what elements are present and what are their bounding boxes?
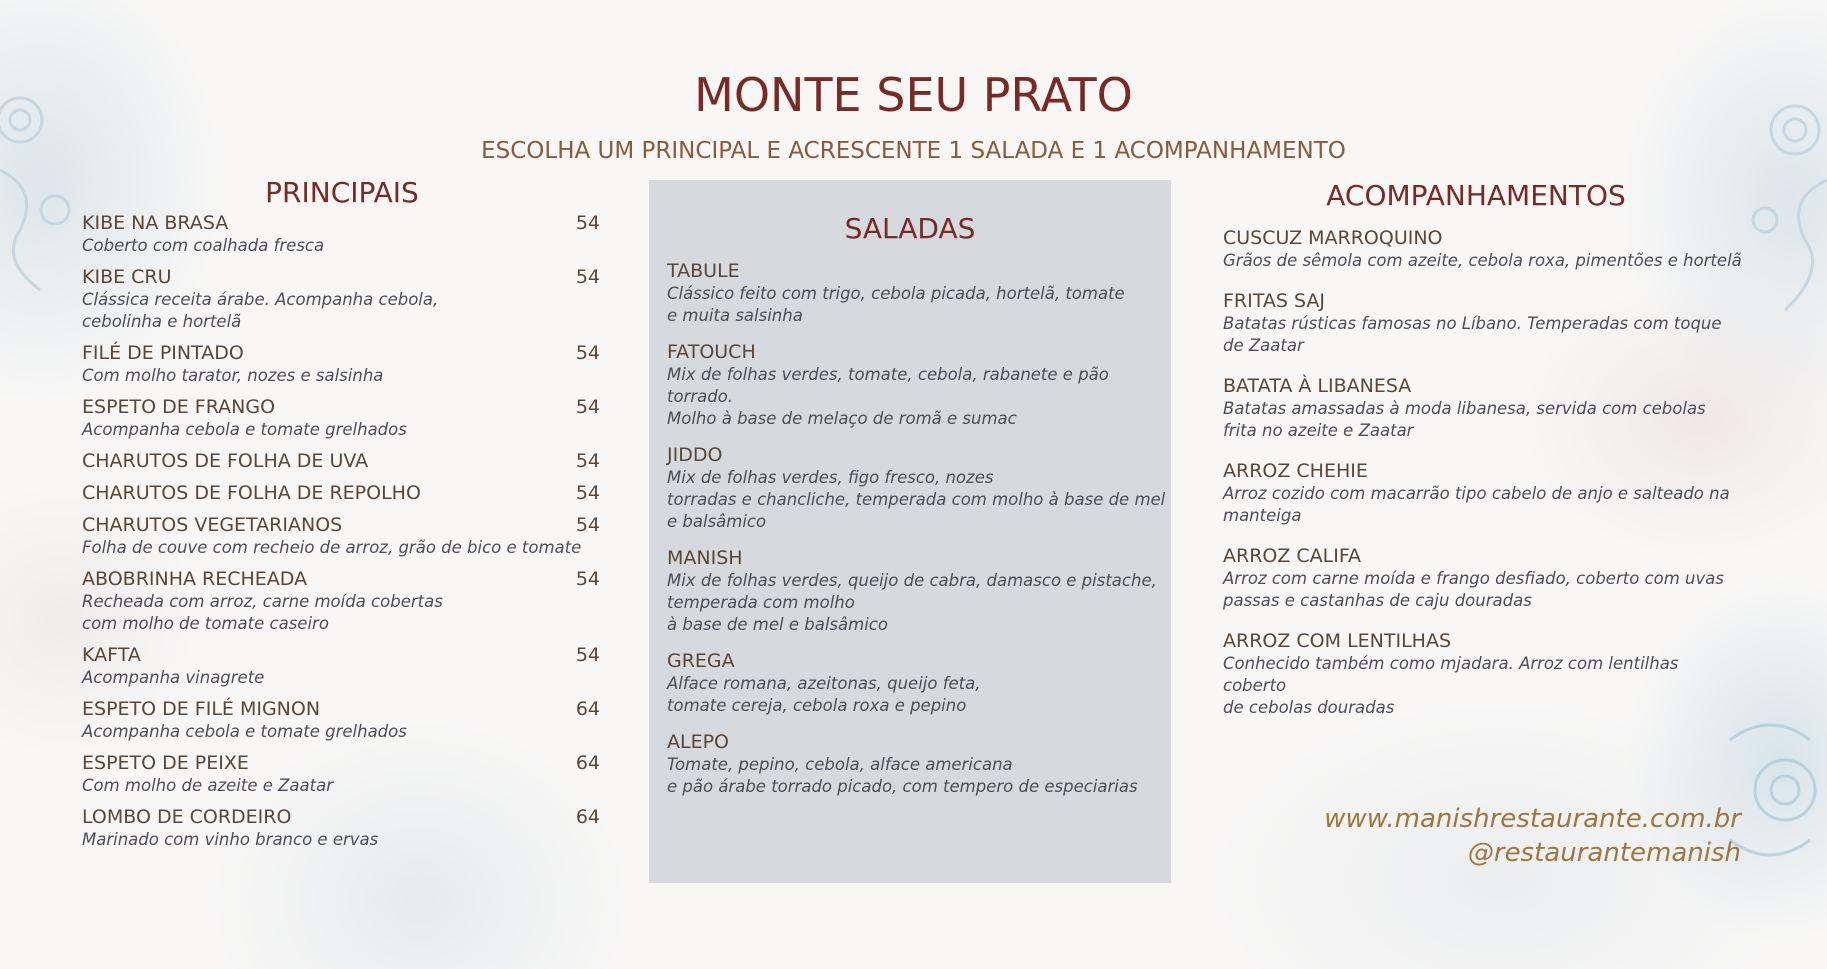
menu-item-description: Folha de couve com recheio de arroz, grão de bico e tomate bbox=[82, 538, 582, 557]
menu-item-description: Tomate, pepino, cebola, alface americana e pão árabe torrado picado, com tempero de especiarias bbox=[667, 755, 1138, 796]
menu-item-price: 54 bbox=[575, 396, 600, 418]
menu-item-name: KIBE NA BRASA bbox=[82, 212, 229, 234]
salada-menu-item bbox=[667, 341, 1167, 430]
menu-item-description: Mix de folhas verdes, tomate, cebola, rabanete e pão torrado. Molho à base de melaço de romã e sumac bbox=[667, 365, 1109, 428]
menu-item-name: CHARUTOS VEGETARIANOS bbox=[82, 514, 343, 536]
menu-item-name: ESPETO DE FILÉ MIGNON bbox=[82, 698, 321, 720]
menu-item-description: Clássica receita árabe. Acompanha cebola, cebolinha e hortelã bbox=[82, 290, 439, 331]
menu-item-description: Acompanha cebola e tomate grelhados bbox=[82, 722, 407, 741]
menu-item-name: CHARUTOS DE FOLHA DE UVA bbox=[82, 450, 369, 472]
principal-menu-item bbox=[82, 514, 600, 559]
menu-item-description: Mix de folhas verdes, figo fresco, nozes torradas e chancliche, temperada com molho à base de mel e balsâmico bbox=[667, 468, 1166, 531]
saladas-heading: SALADAS bbox=[844, 212, 976, 245]
menu-item-name: BATATA À LIBANESA bbox=[1223, 375, 1412, 397]
acompanhamentos-heading: ACOMPANHAMENTOS bbox=[1326, 179, 1626, 212]
acompanhamento-menu-item bbox=[1223, 630, 1743, 719]
principal-menu-item bbox=[82, 806, 600, 851]
menu-item-description: Acompanha cebola e tomate grelhados bbox=[82, 420, 407, 439]
menu-item-description: Marinado com vinho branco e ervas bbox=[82, 830, 379, 849]
menu-item-name: LOMBO DE CORDEIRO bbox=[82, 806, 292, 828]
menu-item-price: 54 bbox=[575, 514, 600, 536]
principal-menu-item bbox=[82, 482, 600, 505]
menu-item-name: ARROZ COM LENTILHAS bbox=[1223, 630, 1452, 652]
principal-menu-item bbox=[82, 342, 600, 387]
menu-item-name: JIDDO bbox=[667, 444, 723, 466]
menu-item-name: CUSCUZ MARROQUINO bbox=[1223, 227, 1443, 249]
menu-item-price: 54 bbox=[575, 568, 600, 590]
menu-item-description: Grãos de sêmola com azeite, cebola roxa, pimentões e hortelã bbox=[1223, 251, 1742, 270]
menu-item-name: ABOBRINHA RECHEADA bbox=[82, 568, 308, 590]
principal-menu-item bbox=[82, 644, 600, 689]
page-subtitle: ESCOLHA UM PRINCIPAL E ACRESCENTE 1 SALADA E 1 ACOMPANHAMENTO bbox=[481, 138, 1346, 164]
menu-item-description: Batatas amassadas à moda libanesa, servida com cebolas frita no azeite e Zaatar bbox=[1223, 399, 1706, 440]
menu-item-price: 54 bbox=[575, 644, 600, 666]
menu-item-description: Arroz cozido com macarrão tipo cabelo de anjo e salteado na manteiga bbox=[1223, 484, 1730, 525]
salada-menu-item bbox=[667, 731, 1167, 798]
menu-item-name: GREGA bbox=[667, 650, 735, 672]
menu-item-description: Conhecido também como mjadara. Arroz com lentilhas coberto de cebolas douradas bbox=[1223, 654, 1679, 717]
menu-item-description: Batatas rústicas famosas no Líbano. Temperadas com toque de Zaatar bbox=[1223, 314, 1722, 355]
menu-item-description: Recheada com arroz, carne moída cobertas com molho de tomate caseiro bbox=[82, 592, 443, 633]
acompanhamento-menu-item bbox=[1223, 375, 1743, 442]
acompanhamento-menu-item bbox=[1223, 460, 1743, 527]
menu-item-price: 54 bbox=[575, 212, 600, 234]
menu-item-price: 64 bbox=[575, 806, 600, 828]
menu-item-price: 54 bbox=[575, 450, 600, 472]
menu-item-name: ESPETO DE FRANGO bbox=[82, 396, 276, 418]
page-title: MONTE SEU PRATO bbox=[694, 68, 1133, 122]
menu-item-description: Com molho tarator, nozes e salsinha bbox=[82, 366, 384, 385]
principal-menu-item bbox=[82, 450, 600, 473]
saladas-list bbox=[667, 260, 1167, 812]
menu-item-name: ARROZ CALIFA bbox=[1223, 545, 1362, 567]
menu-item-description: Clássico feito com trigo, cebola picada, hortelã, tomate e muita salsinha bbox=[667, 284, 1125, 325]
principal-menu-item bbox=[82, 568, 600, 635]
menu-item-name: TABULE bbox=[667, 260, 740, 282]
menu-item-description: Mix de folhas verdes, queijo de cabra, damasco e pistache, temperada com molho à base de mel e balsâmico bbox=[667, 571, 1157, 634]
menu-item-price: 64 bbox=[575, 752, 600, 774]
menu-item-price: 54 bbox=[575, 266, 600, 288]
salada-menu-item bbox=[667, 650, 1167, 717]
menu-item-name: FILÉ DE PINTADO bbox=[82, 342, 244, 364]
menu-item-description: Arroz com carne moída e frango desfiado, coberto com uvas passas e castanhas de caju douradas bbox=[1223, 569, 1724, 610]
acompanhamento-menu-item bbox=[1223, 545, 1743, 612]
acompanhamentos-list bbox=[1223, 227, 1743, 737]
menu-item-description: Acompanha vinagrete bbox=[82, 668, 265, 687]
principais-list bbox=[82, 212, 600, 860]
salada-menu-item bbox=[667, 444, 1167, 533]
menu-item-name: MANISH bbox=[667, 547, 743, 569]
salada-menu-item bbox=[667, 260, 1167, 327]
menu-item-name: CHARUTOS DE FOLHA DE REPOLHO bbox=[82, 482, 421, 504]
principal-menu-item bbox=[82, 266, 600, 333]
principal-menu-item bbox=[82, 698, 600, 743]
menu-item-name: ESPETO DE PEIXE bbox=[82, 752, 249, 774]
instagram-handle[interactable]: @restaurantemanish bbox=[1467, 838, 1741, 868]
menu-item-description: Coberto com coalhada fresca bbox=[82, 236, 325, 255]
principais-heading: PRINCIPAIS bbox=[265, 176, 419, 209]
menu-item-description: Alface romana, azeitonas, queijo feta, tomate cereja, cebola roxa e pepino bbox=[667, 674, 981, 715]
principal-menu-item bbox=[82, 752, 600, 797]
menu-item-name: ARROZ CHEHIE bbox=[1223, 460, 1368, 482]
menu-item-description: Com molho de azeite e Zaatar bbox=[82, 776, 334, 795]
menu-item-price: 64 bbox=[575, 698, 600, 720]
principal-menu-item bbox=[82, 396, 600, 441]
salada-menu-item bbox=[667, 547, 1167, 636]
menu-item-name: FATOUCH bbox=[667, 341, 756, 363]
menu-item-name: FRITAS SAJ bbox=[1223, 290, 1325, 312]
menu-item-price: 54 bbox=[575, 482, 600, 504]
menu-item-name: KIBE CRU bbox=[82, 266, 172, 288]
acompanhamento-menu-item bbox=[1223, 227, 1743, 272]
website-link[interactable]: www.manishrestaurante.com.br bbox=[1324, 804, 1741, 834]
acompanhamento-menu-item bbox=[1223, 290, 1743, 357]
menu-item-price: 54 bbox=[575, 342, 600, 364]
menu-item-name: KAFTA bbox=[82, 644, 141, 666]
principal-menu-item bbox=[82, 212, 600, 257]
menu-item-name: ALEPO bbox=[667, 731, 730, 753]
